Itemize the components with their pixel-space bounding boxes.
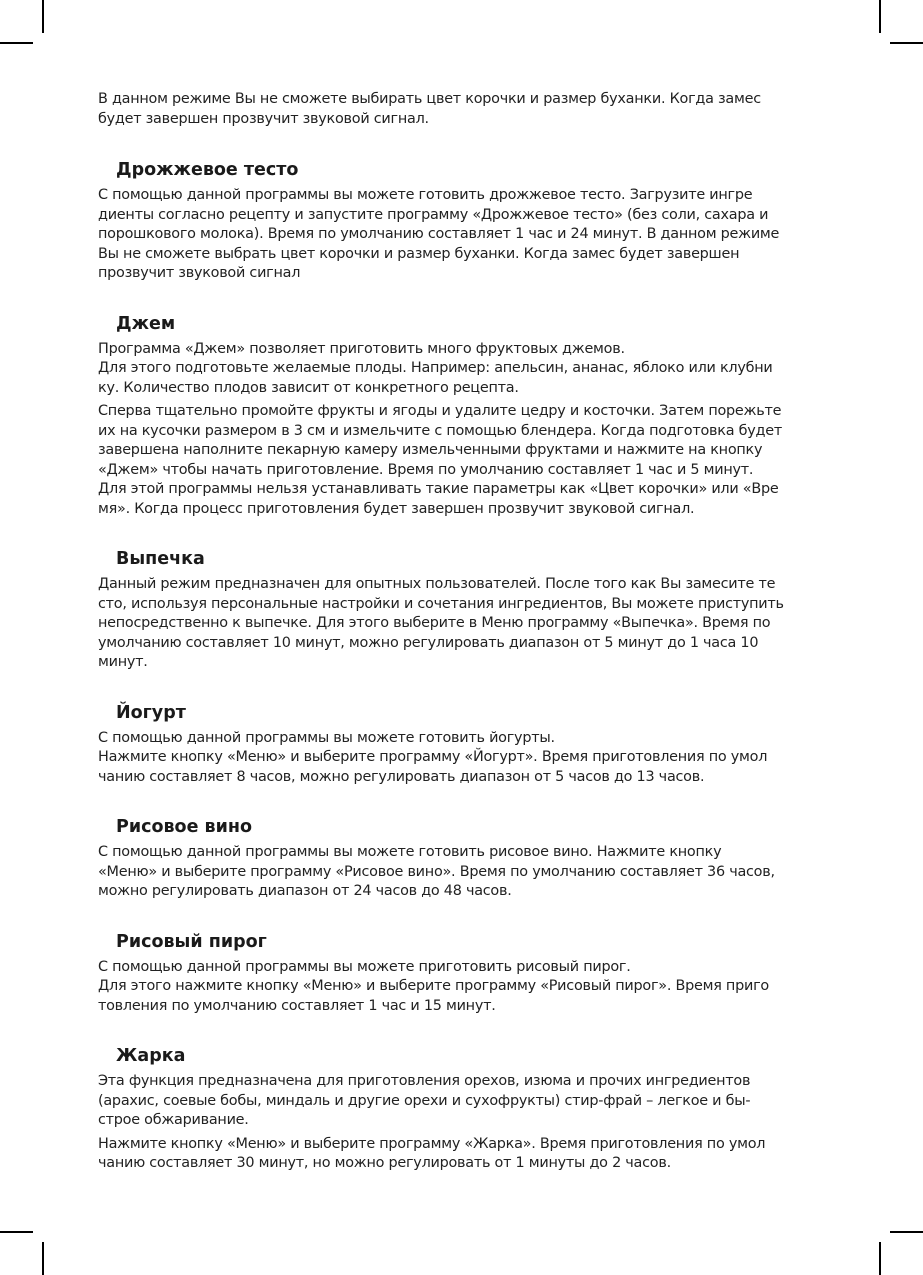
intro-paragraph xyxy=(98,90,828,129)
section-title: Йогурт xyxy=(116,702,186,723)
text-line: мя». Когда процесс приготовления будет завершен прозвучит звуковой сигнал. xyxy=(98,500,695,517)
crop-mark-top-left-horizontal xyxy=(0,42,33,44)
text-line: В данном режиме Вы не сможете выбирать цвет корочки и размер буханки. Когда замес xyxy=(98,91,761,107)
text-line: Для этого подготовьте желаемые плоды. Например: апельсин, ананас, яблоко или клубни xyxy=(98,360,773,376)
text-line: порошкового молока). Время по умолчанию составляет 1 час и 24 минут. В данном режиме xyxy=(98,226,780,242)
crop-mark-bottom-right-vertical xyxy=(879,1242,881,1275)
text-line: минут. xyxy=(98,654,148,670)
text-line: прозвучит звуковой сигнал xyxy=(98,265,301,281)
text-line: С помощью данной программы вы можете готовить йогурты. xyxy=(98,729,555,746)
crop-mark-bottom-left-vertical xyxy=(42,1242,44,1275)
section-rice-cake xyxy=(98,931,828,1017)
text-line: сто, используя персональные настройки и сочетания ингредиентов, Вы можете приступить xyxy=(98,595,784,612)
text-line: чанию составляет 30 минут, но можно регулировать от 1 минуты до 2 часов. xyxy=(98,1155,671,1171)
text-line: их на кусочки размером в 3 см и измельчите с помощью блендера. Когда подготовка будет xyxy=(98,422,782,439)
text-line: строе обжаривание. xyxy=(98,1112,249,1128)
text-line: «Джем» чтобы начать приготовление. Время по умолчанию составляет 1 час и 5 минут. xyxy=(98,461,754,478)
section-paragraph xyxy=(98,843,828,902)
section-title: Рисовый пирог xyxy=(116,931,267,952)
section-title: Жарка xyxy=(116,1046,186,1066)
text-line: диенты согласно рецепту и запустите программу «Дрожжевое тесто» (без соли, сахара и xyxy=(98,206,769,223)
section-paragraph xyxy=(98,729,828,788)
text-line: чанию составляет 8 часов, можно регулировать диапазон от 5 часов до 13 часов. xyxy=(98,768,705,785)
section-paragraph xyxy=(98,402,828,519)
text-line: умолчанию составляет 10 минут, можно регулировать диапазон от 5 минут до 1 часа 10 xyxy=(98,634,759,651)
text-line: «Меню» и выберите программу «Рисовое вино». Время по умолчанию составляет 36 часов, xyxy=(98,863,775,880)
section-frying xyxy=(98,1045,828,1174)
section-paragraph xyxy=(98,186,828,284)
text-line: можно регулировать диапазон от 24 часов до 48 часов. xyxy=(98,883,512,899)
text-line: будет завершен прозвучит звуковой сигнал. xyxy=(98,110,429,127)
section-baking xyxy=(98,548,828,673)
text-line: (арахис, соевые бобы, миндаль и другие орехи и сухофрукты) стир-фрай – легкое и бы- xyxy=(98,1092,751,1109)
text-line: С помощью данной программы вы можете готовить дрожжевое тесто. Загрузите ингре xyxy=(98,187,753,203)
section-jam xyxy=(98,313,828,520)
text-line: Программа «Джем» позволяет приготовить много фруктовых джемов. xyxy=(98,340,625,357)
section-title: Рисовое вино xyxy=(116,817,252,837)
section-rice-wine xyxy=(98,816,828,902)
section-paragraph xyxy=(98,1072,828,1131)
crop-mark-bottom-right-horizontal xyxy=(890,1231,923,1233)
section-yogurt xyxy=(98,702,828,788)
section-paragraph xyxy=(98,1135,828,1174)
text-line: Вы не сможете выбрать цвет корочки и размер буханки. Когда замес будет завершен xyxy=(98,245,740,262)
section-paragraph xyxy=(98,958,828,1017)
text-line: Нажмите кнопку «Меню» и выберите программу «Жарка». Время приготовления по умол xyxy=(98,1135,766,1152)
text-line: Нажмите кнопку «Меню» и выберите программу «Йогурт». Время приготовления по умол xyxy=(98,749,768,765)
text-line: Для этой программы нельзя устанавливать такие параметры как «Цвет корочки» или «Вре xyxy=(98,481,779,497)
text-line: завершена наполните пекарную камеру измельченными фруктами и нажмите на кнопку xyxy=(98,442,763,458)
section-paragraph xyxy=(98,575,828,673)
text-line: ку. Количество плодов зависит от конкретного рецепта. xyxy=(98,379,519,396)
text-line: Данный режим предназначен для опытных пользователей. После того как Вы замесите те xyxy=(98,576,776,592)
text-line: Эта функция предназначена для приготовления орехов, изюма и прочих ингредиентов xyxy=(98,1073,751,1089)
text-line: С помощью данной программы вы можете приготовить рисовый пирог. xyxy=(98,958,631,975)
page-content xyxy=(98,90,828,1203)
section-paragraph xyxy=(98,340,828,399)
text-line: Сперва тщательно промойте фрукты и ягоды и удалите цедру и косточки. Затем порежьте xyxy=(98,403,782,419)
section-yeast-dough xyxy=(98,159,828,284)
crop-mark-top-left-vertical xyxy=(42,0,44,33)
text-line: непосредственно к выпечке. Для этого выберите в Меню программу «Выпечка». Время по xyxy=(98,615,771,631)
crop-mark-top-right-horizontal xyxy=(890,42,923,44)
section-title: Джем xyxy=(116,313,176,334)
text-line: С помощью данной программы вы можете готовить рисовое вино. Нажмите кнопку xyxy=(98,844,722,860)
section-title: Дрожжевое тесто xyxy=(116,160,299,180)
text-line: товления по умолчанию составляет 1 час и 15 минут. xyxy=(98,997,496,1014)
section-title: Выпечка xyxy=(116,549,205,569)
crop-mark-top-right-vertical xyxy=(879,0,881,33)
crop-mark-bottom-left-horizontal xyxy=(0,1231,33,1233)
text-line: Для этого нажмите кнопку «Меню» и выберите программу «Рисовый пирог». Время приго xyxy=(98,978,769,994)
